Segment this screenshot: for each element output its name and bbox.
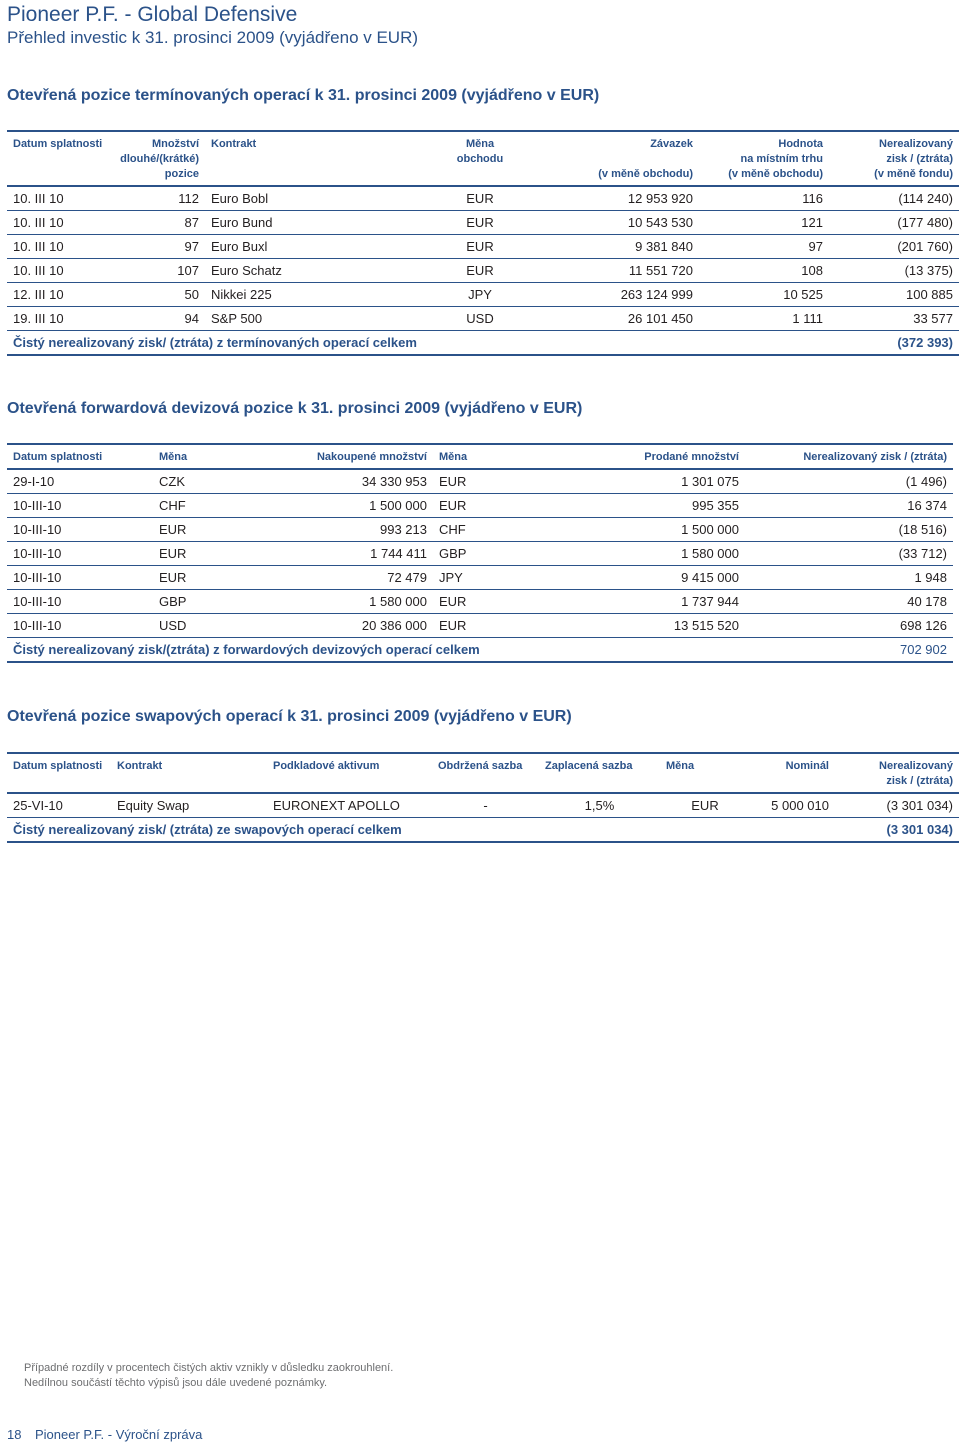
cell-sold-amount: 9 415 000: [563, 566, 745, 590]
cell-buy-currency: USD: [153, 614, 273, 638]
swaps-col-underlying: Podkladové aktivum: [267, 753, 432, 793]
swaps-col-paid-rate: Zaplacená sazba: [539, 753, 660, 793]
futures-col-maturity: Datum splatnosti: [7, 131, 111, 186]
cell-contract: Euro Bund: [205, 211, 415, 235]
page-subtitle: Přehled investic k 31. prosinci 2009 (vyjádřeno v EUR): [7, 28, 419, 47]
forwards-col-buy-currency: Měna: [153, 444, 273, 469]
table-row: [7, 590, 953, 614]
futures-heading: Otevřená pozice termínovaných operací k 31. prosinci 2009 (vyjádřeno v EUR): [7, 87, 600, 104]
table-row: [7, 469, 953, 494]
cell-unrealised: (1 496): [745, 469, 953, 494]
cell-bought-amount: 1 744 411: [273, 542, 433, 566]
cell-sold-amount: 1 301 075: [563, 469, 745, 494]
cell-market-value: 10 525: [699, 283, 829, 307]
table-row: [7, 614, 953, 638]
cell-commitment: 10 543 530: [545, 211, 699, 235]
cell-commitment: 263 124 999: [545, 283, 699, 307]
cell-currency: JPY: [415, 283, 545, 307]
cell-bought-amount: 1 580 000: [273, 590, 433, 614]
futures-col-commitment: Závazek (v měně obchodu): [545, 131, 699, 186]
cell-buy-currency: CHF: [153, 494, 273, 518]
cell-contract: Euro Bobl: [205, 186, 415, 211]
cell-buy-currency: GBP: [153, 590, 273, 614]
cell-sell-currency: JPY: [433, 566, 563, 590]
note-rounding: Případné rozdíly v procentech čistých aktiv vznikly v důsledku zaokrouhlení.: [24, 1362, 394, 1374]
page-number: 18: [7, 1427, 22, 1442]
cell-market-value: 116: [699, 186, 829, 211]
cell-contract: S&P 500: [205, 307, 415, 331]
cell-maturity: 29-I-10: [7, 469, 153, 494]
futures-total-value: (372 393): [829, 331, 959, 356]
cell-bought-amount: 72 479: [273, 566, 433, 590]
cell-currency: EUR: [660, 793, 750, 818]
page-footer: [7, 1427, 202, 1443]
cell-unrealised: 40 178: [745, 590, 953, 614]
note-integral-part: Nedílnou součástí těchto výpisů jsou dále uvedené poznámky.: [24, 1377, 328, 1389]
table-row: [7, 235, 959, 259]
table-row: [7, 494, 953, 518]
forwards-total-label: Čistý nerealizovaný zisk/(ztráta) z forwardových devizových operací celkem: [7, 638, 745, 663]
cell-buy-currency: EUR: [153, 542, 273, 566]
cell-quantity: 87: [111, 211, 205, 235]
cell-commitment: 11 551 720: [545, 259, 699, 283]
futures-total-row: [7, 331, 959, 356]
futures-col-quantity: Množství dlouhé/(krátké) pozice: [111, 131, 205, 186]
forwards-col-sold-amount: Prodané množství: [563, 444, 745, 469]
cell-underlying: EURONEXT APOLLO: [267, 793, 432, 818]
table-row: [7, 542, 953, 566]
cell-quantity: 107: [111, 259, 205, 283]
cell-sell-currency: GBP: [433, 542, 563, 566]
cell-paid-rate: 1,5%: [539, 793, 660, 818]
cell-maturity: 10. III 10: [7, 235, 111, 259]
cell-sell-currency: EUR: [433, 590, 563, 614]
forwards-heading: Otevřená forwardová devizová pozice k 31. prosinci 2009 (vyjádřeno v EUR): [7, 400, 583, 417]
cell-sell-currency: CHF: [433, 518, 563, 542]
cell-contract: Equity Swap: [111, 793, 267, 818]
cell-currency: EUR: [415, 186, 545, 211]
cell-maturity: 19. III 10: [7, 307, 111, 331]
table-row: [7, 283, 959, 307]
cell-commitment: 9 381 840: [545, 235, 699, 259]
swaps-header-row: [7, 753, 959, 793]
cell-buy-currency: EUR: [153, 566, 273, 590]
cell-unrealised: (33 712): [745, 542, 953, 566]
cell-unrealised: (13 375): [829, 259, 959, 283]
cell-sell-currency: EUR: [433, 494, 563, 518]
cell-unrealised: 698 126: [745, 614, 953, 638]
swaps-col-unrealised: Nerealizovaný zisk / (ztráta): [835, 753, 959, 793]
cell-maturity: 10-III-10: [7, 494, 153, 518]
cell-sold-amount: 1 580 000: [563, 542, 745, 566]
forwards-total-row: [7, 638, 953, 663]
cell-nominal: 5 000 010: [750, 793, 835, 818]
cell-currency: EUR: [415, 235, 545, 259]
futures-header-row: [7, 131, 959, 186]
cell-unrealised: 1 948: [745, 566, 953, 590]
table-row: [7, 186, 959, 211]
cell-commitment: 12 953 920: [545, 186, 699, 211]
cell-quantity: 94: [111, 307, 205, 331]
futures-col-unrealised: Nerealizovaný zisk / (ztráta) (v měně fondu): [829, 131, 959, 186]
publication-name: Pioneer P.F. - Výroční zpráva: [35, 1427, 203, 1442]
swaps-heading: Otevřená pozice swapových operací k 31. prosinci 2009 (vyjádřeno v EUR): [7, 708, 572, 725]
cell-unrealised: (3 301 034): [835, 793, 959, 818]
page-title: Pioneer P.F. - Global Defensive: [7, 3, 298, 26]
cell-unrealised: 100 885: [829, 283, 959, 307]
futures-col-market-value: Hodnota na místním trhu (v měně obchodu): [699, 131, 829, 186]
cell-maturity: 25-VI-10: [7, 793, 111, 818]
futures-table: [7, 130, 959, 356]
cell-received-rate: -: [432, 793, 539, 818]
cell-sold-amount: 995 355: [563, 494, 745, 518]
cell-quantity: 50: [111, 283, 205, 307]
forwards-col-maturity: Datum splatnosti: [7, 444, 153, 469]
cell-maturity: 10-III-10: [7, 542, 153, 566]
cell-bought-amount: 993 213: [273, 518, 433, 542]
cell-sold-amount: 1 737 944: [563, 590, 745, 614]
forwards-col-unrealised: Nerealizovaný zisk / (ztráta): [745, 444, 953, 469]
cell-sell-currency: EUR: [433, 614, 563, 638]
swaps-col-received-rate: Obdržená sazba: [432, 753, 539, 793]
cell-sell-currency: EUR: [433, 469, 563, 494]
cell-quantity: 112: [111, 186, 205, 211]
futures-col-contract: Kontrakt: [205, 131, 415, 186]
cell-bought-amount: 1 500 000: [273, 494, 433, 518]
cell-maturity: 10-III-10: [7, 518, 153, 542]
futures-col-currency: Měna obchodu: [415, 131, 545, 186]
forwards-table: [7, 443, 953, 663]
swaps-col-nominal: Nominál: [750, 753, 835, 793]
forwards-header-row: [7, 444, 953, 469]
swaps-col-currency: Měna: [660, 753, 750, 793]
cell-currency: USD: [415, 307, 545, 331]
table-row: [7, 211, 959, 235]
cell-contract: Nikkei 225: [205, 283, 415, 307]
cell-unrealised: 33 577: [829, 307, 959, 331]
cell-market-value: 108: [699, 259, 829, 283]
swaps-col-maturity: Datum splatnosti: [7, 753, 111, 793]
cell-buy-currency: CZK: [153, 469, 273, 494]
cell-maturity: 10-III-10: [7, 566, 153, 590]
cell-sold-amount: 1 500 000: [563, 518, 745, 542]
cell-maturity: 10. III 10: [7, 211, 111, 235]
forwards-col-bought-amount: Nakoupené množství: [273, 444, 433, 469]
cell-currency: EUR: [415, 259, 545, 283]
cell-unrealised: (177 480): [829, 211, 959, 235]
forwards-total-value: 702 902: [745, 638, 953, 663]
cell-commitment: 26 101 450: [545, 307, 699, 331]
swaps-total-row: [7, 818, 959, 843]
swaps-col-contract: Kontrakt: [111, 753, 267, 793]
cell-contract: Euro Schatz: [205, 259, 415, 283]
cell-quantity: 97: [111, 235, 205, 259]
swaps-total-label: Čistý nerealizovaný zisk/ (ztráta) ze swapových operací celkem: [7, 818, 835, 843]
swaps-table: [7, 752, 959, 843]
table-row: [7, 518, 953, 542]
cell-unrealised: (18 516): [745, 518, 953, 542]
table-row: [7, 307, 959, 331]
cell-unrealised: (201 760): [829, 235, 959, 259]
cell-market-value: 97: [699, 235, 829, 259]
cell-bought-amount: 34 330 953: [273, 469, 433, 494]
cell-market-value: 1 111: [699, 307, 829, 331]
cell-market-value: 121: [699, 211, 829, 235]
cell-unrealised: 16 374: [745, 494, 953, 518]
cell-unrealised: (114 240): [829, 186, 959, 211]
cell-maturity: 12. III 10: [7, 283, 111, 307]
cell-maturity: 10. III 10: [7, 259, 111, 283]
cell-sold-amount: 13 515 520: [563, 614, 745, 638]
cell-maturity: 10-III-10: [7, 614, 153, 638]
cell-contract: Euro Buxl: [205, 235, 415, 259]
cell-bought-amount: 20 386 000: [273, 614, 433, 638]
cell-maturity: 10-III-10: [7, 590, 153, 614]
futures-total-label: Čistý nerealizovaný zisk/ (ztráta) z termínovaných operací celkem: [7, 331, 829, 356]
cell-maturity: 10. III 10: [7, 186, 111, 211]
cell-currency: EUR: [415, 211, 545, 235]
forwards-col-sell-currency: Měna: [433, 444, 563, 469]
cell-buy-currency: EUR: [153, 518, 273, 542]
swaps-total-value: (3 301 034): [835, 818, 959, 843]
table-row: [7, 259, 959, 283]
table-row: [7, 793, 959, 818]
table-row: [7, 566, 953, 590]
